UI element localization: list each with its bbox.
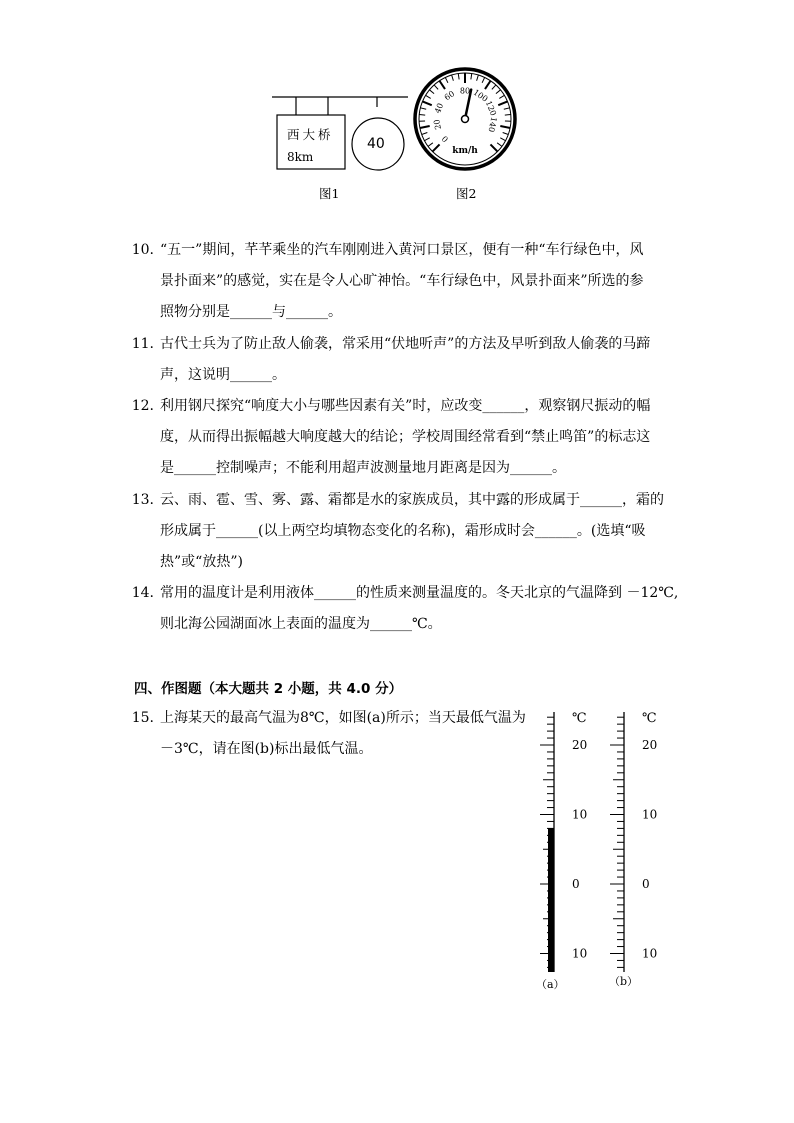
speedometer-tick-label: 140 <box>486 116 499 133</box>
speedometer-tick-label: 20 <box>432 118 443 131</box>
speedometer-tick <box>496 90 501 94</box>
speedometer-tick <box>423 101 432 105</box>
liquid-column-a <box>548 828 554 972</box>
thermometer-scale-label: 10 <box>572 807 588 822</box>
speedometer-tick-label: 80 <box>459 86 471 96</box>
speedometer-tick <box>482 77 485 82</box>
thermometer-scale-label: 0 <box>642 877 650 891</box>
speedometer-tick <box>426 95 431 98</box>
thermometer-b-label: （b） <box>609 975 639 988</box>
question-text-line: 热”或“放热”) <box>160 554 243 570</box>
speedometer-tick-label: 60 <box>442 89 457 103</box>
speedometer-tick <box>432 144 439 151</box>
speedometer-tick <box>429 90 434 94</box>
speedometer-tick-label: 120 <box>483 99 498 118</box>
speedometer-tick-label: 0 <box>440 133 451 144</box>
thermometer-scale-label: 20 <box>572 738 588 752</box>
speedometer-tick <box>434 85 438 89</box>
thermometer-scale-label: 10 <box>572 946 588 961</box>
speedometer-tick <box>422 132 428 134</box>
question-number: 14. <box>131 585 154 601</box>
speedometer-tick <box>439 81 445 89</box>
question-text-line: 形成属于______(以上两空均填物态变化的名称)，霜形成时会______。(选填“吸 <box>160 523 646 539</box>
question-text-line: 照物分别是______与______。 <box>160 304 342 320</box>
figure-2-speedometer <box>412 66 518 172</box>
thermometer-a <box>528 706 596 974</box>
speedometer-unit: km/h <box>452 146 478 156</box>
question-text-line: 常用的温度计是利用液体______的性质来测量温度的。冬天北京的气温降到 －12℃, <box>160 585 679 601</box>
speed-limit-value: 40 <box>367 136 385 152</box>
speedometer-tick <box>499 95 504 98</box>
speedometer-tick <box>428 143 433 147</box>
question-text-line: 古代士兵为了防止敌人偷袭，常采用“伏地听声”的方法及早听到敌人偷袭的马蹄 <box>160 336 651 352</box>
question-number: 12. <box>131 398 154 414</box>
thermometer-scale-label: 0 <box>572 877 580 891</box>
question-number: 11. <box>131 336 154 352</box>
speedometer-tick <box>452 75 454 81</box>
speedometer-tick <box>505 114 511 115</box>
speedometer-tick-label: 100 <box>471 87 490 104</box>
sign-place-name: 西大桥 <box>287 127 334 142</box>
speedometer-tick <box>485 81 491 89</box>
speedometer-tick <box>500 126 510 128</box>
speedometer-tick <box>477 75 479 81</box>
thermometer-a-label: （a） <box>536 978 565 991</box>
thermometer-b-unit: ℃ <box>642 711 657 726</box>
speedometer-tick <box>490 144 497 151</box>
question-text-line: 是______控制噪声；不能利用超声波测量地月距离是因为______。 <box>160 460 566 476</box>
section-heading: 四、作图题（本大题共 2 小题，共 4.0 分） <box>134 681 403 697</box>
question-text-line: “五一”期间，芊芊乘坐的汽车刚刚进入黄河口景区，便有一种“车行绿色中，风 <box>160 242 644 258</box>
speedometer-tick <box>458 73 459 79</box>
speedometer-tick <box>500 138 505 141</box>
speedometer-tick <box>504 108 510 109</box>
speedometer-tick <box>420 126 430 128</box>
thermometer-scale-label: 10 <box>642 807 658 822</box>
figure-1-caption: 图1 <box>319 186 340 201</box>
question-text-line: 景扑面来”的感觉，实在是令人心旷神怡。“车行绿色中，风景扑面来”所选的参 <box>160 273 644 289</box>
question-text-line: 则北海公园湖面冰上表面的温度为______℃。 <box>160 616 442 632</box>
figure-2-caption: 图2 <box>456 186 477 201</box>
speedometer-tick <box>503 132 509 134</box>
question-number: 13. <box>131 492 154 508</box>
thermometer-a-unit: ℃ <box>572 711 587 726</box>
sign-distance: 8km <box>287 150 314 164</box>
question-text-line: 度，从而得出振幅越大响度越大的结论；学校周围经常看到“禁止鸣笛”的标志这 <box>160 429 651 445</box>
speedometer-tick-label: 40 <box>433 101 446 115</box>
speedometer-tick <box>445 77 448 82</box>
question-number: 15. <box>131 710 154 726</box>
thermometer-scale-label: 20 <box>642 738 658 752</box>
question-text-line: 利用钢尺探究“响度大小与哪些因素有关”时，应改变______，观察钢尺振动的幅 <box>160 398 651 414</box>
thermometer-b <box>598 706 666 974</box>
question-text-line: 上海某天的最高气温为8℃，如图(a)所示；当天最低气温为 <box>160 710 526 726</box>
question-number: 10. <box>131 242 154 258</box>
question-text-line: 云、雨、雹、雪、雾、露、霜都是水的家族成员，其中露的形成属于______，霜的 <box>160 492 664 508</box>
question-text-line: －3℃，请在图(b)标出最低气温。 <box>160 741 373 757</box>
speedometer-tick <box>497 143 502 147</box>
needle-hub <box>462 116 469 123</box>
thermometer-scale-label: 10 <box>642 946 658 961</box>
speedometer-tick <box>492 85 496 89</box>
speedometer-tick <box>424 138 429 141</box>
speedometer-tick <box>498 101 507 105</box>
speedometer-tick <box>471 73 472 79</box>
question-text-line: 声，这说明______。 <box>160 367 286 383</box>
speedometer-tick <box>419 114 425 115</box>
speedometer-tick <box>420 108 426 109</box>
